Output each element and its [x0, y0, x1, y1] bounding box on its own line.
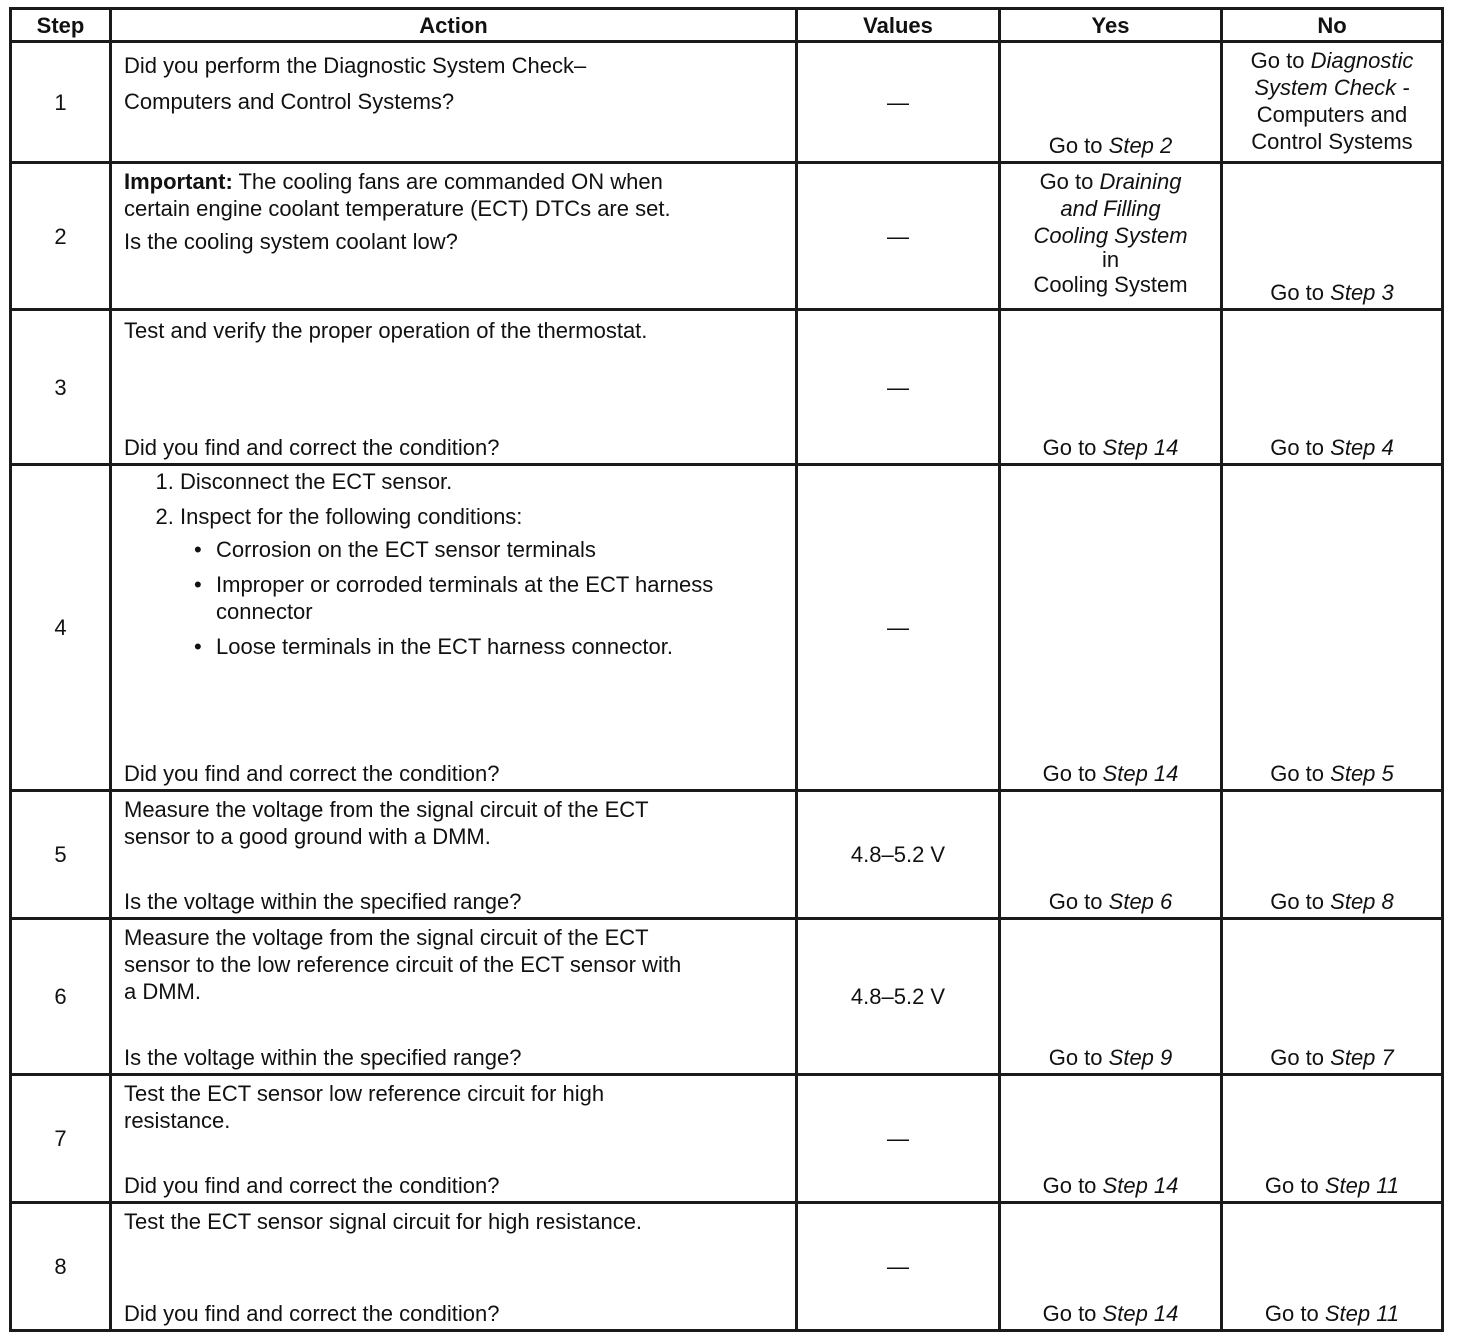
- go-to-text: Go to: [1264, 1173, 1319, 1198]
- action-cell: [111, 919, 797, 1075]
- no-cell: [1222, 310, 1443, 465]
- action-question: Is the voltage within the specified range?: [124, 1045, 522, 1070]
- no-cell: [1222, 465, 1443, 791]
- go-to-text: Go to: [1270, 761, 1325, 786]
- action-line: Test the ECT sensor signal circuit for high resistance.: [124, 1209, 643, 1234]
- yes-step-link[interactable]: Step 6: [1108, 889, 1173, 914]
- header-action: Action: [111, 9, 797, 42]
- no-cell: [1222, 1075, 1443, 1203]
- go-to-text: Go to: [1048, 133, 1103, 158]
- no-cell: [1222, 42, 1443, 163]
- yes-cell: [1000, 919, 1222, 1075]
- no-step-link[interactable]: Step 11: [1324, 1301, 1400, 1326]
- no-cell: [1222, 791, 1443, 919]
- action-cell: [111, 465, 797, 791]
- yes-cell: [1000, 163, 1222, 310]
- step-number: 1: [11, 42, 111, 163]
- header-yes: Yes: [1000, 9, 1222, 42]
- table-row: [11, 919, 1443, 1075]
- yes-text-line: in: [1101, 247, 1120, 272]
- action-line: certain engine coolant temperature (ECT) DTCs are set.: [124, 196, 671, 221]
- action-steps-list: [124, 468, 783, 660]
- action-cell: [111, 791, 797, 919]
- yes-cell: [1000, 1203, 1222, 1331]
- table-row: [11, 42, 1443, 163]
- go-to-text: Go to: [1042, 435, 1097, 460]
- step-number: 3: [11, 310, 111, 465]
- no-step-link[interactable]: Step 5: [1330, 761, 1394, 786]
- action-line: Test and verify the proper operation of the thermostat.: [124, 318, 648, 343]
- values-cell: —: [797, 310, 1000, 465]
- action-line: Computers and Control Systems?: [124, 89, 455, 114]
- action-question: Did you find and correct the condition?: [124, 435, 500, 460]
- go-to-text: Go to: [1048, 1045, 1103, 1070]
- go-to-text: Go to: [1250, 48, 1305, 73]
- no-text-line: Control Systems: [1251, 129, 1413, 154]
- values-cell: 4.8–5.2 V: [797, 791, 1000, 919]
- step-number: 4: [11, 465, 111, 791]
- action-line: Measure the voltage from the signal circuit of the ECT: [124, 925, 649, 950]
- diagnostic-table: [9, 7, 1444, 1332]
- step-number: 6: [11, 919, 111, 1075]
- step-number: 8: [11, 1203, 111, 1331]
- bullet-list: [180, 536, 783, 660]
- list-item: 2. Inspect for the following conditions: • Corrosion on the ECT sensor terminals • Improper or corroded terminals at the ECT harness connector • Loose terminals in the ECT harness connector.: [180, 503, 783, 660]
- no-step-link[interactable]: Step 8: [1330, 889, 1394, 914]
- yes-cell: [1000, 791, 1222, 919]
- table-row: [11, 465, 1443, 791]
- values-cell: —: [797, 42, 1000, 163]
- values-cell: —: [797, 465, 1000, 791]
- step-number: 2: [11, 163, 111, 310]
- action-line: The cooling fans are commanded ON when: [238, 169, 663, 194]
- go-to-text: Go to: [1264, 1301, 1319, 1326]
- yes-cell: [1000, 1075, 1222, 1203]
- yes-step-link[interactable]: Step 14: [1102, 1301, 1179, 1326]
- header-step: Step: [11, 9, 111, 42]
- action-question: Did you find and correct the condition?: [124, 1173, 500, 1198]
- yes-cell: [1000, 465, 1222, 791]
- yes-link-line[interactable]: Draining: [1099, 169, 1182, 194]
- action-cell: [111, 1075, 797, 1203]
- no-cell: [1222, 1203, 1443, 1331]
- action-question: Is the voltage within the specified range?: [124, 889, 522, 914]
- go-to-text: Go to: [1270, 1045, 1325, 1070]
- go-to-text: Go to: [1042, 1173, 1097, 1198]
- action-question: Did you find and correct the condition?: [124, 1301, 500, 1326]
- action-cell: [111, 310, 797, 465]
- no-step-link[interactable]: Step 11: [1324, 1173, 1400, 1198]
- no-cell: [1222, 163, 1443, 310]
- values-cell: 4.8–5.2 V: [797, 919, 1000, 1075]
- action-line: Test the ECT sensor low reference circuit for high: [124, 1081, 605, 1106]
- table-row: [11, 791, 1443, 919]
- action-question: Did you find and correct the condition?: [124, 761, 500, 786]
- table-row: [11, 1075, 1443, 1203]
- yes-step-link[interactable]: Step 9: [1108, 1045, 1173, 1070]
- action-cell: [111, 1203, 797, 1331]
- action-line: resistance.: [124, 1108, 231, 1133]
- table-row: [11, 1203, 1443, 1331]
- yes-cell: [1000, 42, 1222, 163]
- header-no: No: [1222, 9, 1443, 42]
- yes-link-line[interactable]: and Filling: [1060, 196, 1161, 221]
- yes-step-link[interactable]: Step 14: [1102, 1173, 1179, 1198]
- bullet-item: • Loose terminals in the ECT harness connector.: [216, 633, 783, 660]
- go-to-text: Go to: [1042, 761, 1097, 786]
- go-to-text: Go to: [1270, 280, 1325, 305]
- action-line: Is the cooling system coolant low?: [124, 229, 458, 254]
- action-cell: [111, 163, 797, 310]
- action-line: sensor to the low reference circuit of the ECT sensor with: [124, 952, 682, 977]
- header-values: Values: [797, 9, 1000, 42]
- header-row: [11, 9, 1443, 42]
- values-cell: —: [797, 1075, 1000, 1203]
- values-cell: —: [797, 1203, 1000, 1331]
- yes-step-link[interactable]: Step 2: [1108, 133, 1173, 158]
- yes-step-link[interactable]: Step 14: [1102, 435, 1179, 460]
- no-step-link[interactable]: Step 7: [1330, 1045, 1394, 1070]
- no-step-link[interactable]: Step 4: [1330, 435, 1394, 460]
- values-cell: —: [797, 163, 1000, 310]
- no-cell: [1222, 919, 1443, 1075]
- bullet-item: • Corrosion on the ECT sensor terminals: [216, 536, 783, 563]
- important-label: Important:: [124, 169, 233, 194]
- action-cell: [111, 42, 797, 163]
- go-to-text: Go to: [1048, 889, 1103, 914]
- go-to-text: Go to: [1039, 169, 1094, 194]
- bullet-item: • Improper or corroded terminals at the ECT harness connector: [216, 571, 716, 625]
- action-line: Measure the voltage from the signal circuit of the ECT: [124, 797, 649, 822]
- no-step-link[interactable]: Step 3: [1330, 280, 1394, 305]
- action-line: sensor to a good ground with a DMM.: [124, 824, 491, 849]
- no-link-line[interactable]: System Check -: [1254, 75, 1410, 100]
- go-to-text: Go to: [1042, 1301, 1097, 1326]
- no-link-line[interactable]: Diagnostic: [1310, 48, 1414, 73]
- list-item: 1. Disconnect the ECT sensor.: [180, 468, 783, 495]
- no-text-line: Computers and: [1256, 102, 1408, 127]
- yes-text-line: Cooling System: [1033, 272, 1188, 297]
- table-row: [11, 310, 1443, 465]
- yes-cell: [1000, 310, 1222, 465]
- go-to-text: Go to: [1270, 435, 1325, 460]
- go-to-text: Go to: [1270, 889, 1325, 914]
- action-line: a DMM.: [124, 979, 201, 1004]
- step-number: 5: [11, 791, 111, 919]
- yes-link-line[interactable]: Cooling System: [1033, 223, 1188, 248]
- table-row: [11, 163, 1443, 310]
- action-line: Did you perform the Diagnostic System Check–: [124, 53, 587, 78]
- yes-step-link[interactable]: Step 14: [1102, 761, 1179, 786]
- step-number: 7: [11, 1075, 111, 1203]
